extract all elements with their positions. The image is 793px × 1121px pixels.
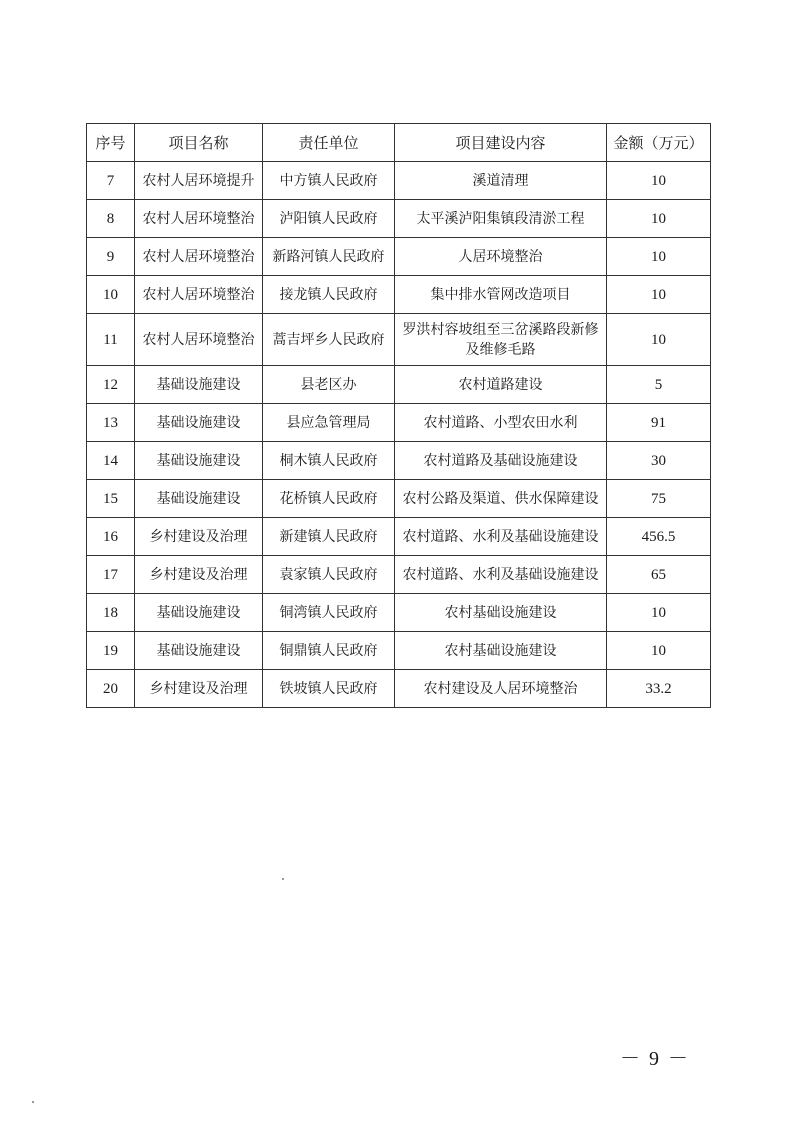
cell-construction-content: 罗洪村容坡组至三岔溪路段新修及维修毛路 <box>395 314 607 366</box>
table-row <box>87 276 711 314</box>
cell-project-name: 基础设施建设 <box>135 404 263 442</box>
cell-seq: 13 <box>87 404 135 442</box>
cell-amount: 91 <box>607 404 711 442</box>
cell-seq: 18 <box>87 594 135 632</box>
cell-project-name: 农村人居环境整治 <box>135 314 263 366</box>
cell-project-name: 农村人居环境整治 <box>135 238 263 276</box>
cell-construction-content: 农村道路及基础设施建设 <box>395 442 607 480</box>
cell-construction-content: 农村公路及渠道、供水保障建设 <box>395 480 607 518</box>
table-row <box>87 594 711 632</box>
cell-responsible-unit: 袁家镇人民政府 <box>263 556 395 594</box>
cell-amount: 10 <box>607 276 711 314</box>
table-row <box>87 632 711 670</box>
cell-responsible-unit: 铁坡镇人民政府 <box>263 670 395 708</box>
cell-project-name: 乡村建设及治理 <box>135 518 263 556</box>
cell-amount: 75 <box>607 480 711 518</box>
cell-responsible-unit: 泸阳镇人民政府 <box>263 200 395 238</box>
cell-construction-content: 农村建设及人居环境整治 <box>395 670 607 708</box>
header-seq: 序号 <box>87 124 135 162</box>
cell-project-name: 基础设施建设 <box>135 480 263 518</box>
cell-amount: 10 <box>607 632 711 670</box>
cell-responsible-unit: 铜鼎镇人民政府 <box>263 632 395 670</box>
cell-project-name: 基础设施建设 <box>135 632 263 670</box>
cell-construction-content: 人居环境整治 <box>395 238 607 276</box>
cell-project-name: 基础设施建设 <box>135 366 263 404</box>
table-row <box>87 480 711 518</box>
table-body <box>87 162 711 708</box>
cell-amount: 30 <box>607 442 711 480</box>
cell-amount: 33.2 <box>607 670 711 708</box>
project-table <box>86 123 711 708</box>
table-header-row <box>87 124 711 162</box>
table-row <box>87 200 711 238</box>
cell-project-name: 农村人居环境整治 <box>135 276 263 314</box>
cell-amount: 10 <box>607 594 711 632</box>
table-row <box>87 442 711 480</box>
cell-construction-content: 溪道清理 <box>395 162 607 200</box>
cell-amount: 10 <box>607 238 711 276</box>
cell-responsible-unit: 县应急管理局 <box>263 404 395 442</box>
cell-seq: 20 <box>87 670 135 708</box>
cell-construction-content: 集中排水管网改造项目 <box>395 276 607 314</box>
table-row <box>87 670 711 708</box>
cell-responsible-unit: 花桥镇人民政府 <box>263 480 395 518</box>
header-construction-content: 项目建设内容 <box>395 124 607 162</box>
scan-speck <box>282 878 284 880</box>
table-row <box>87 518 711 556</box>
cell-responsible-unit: 铜湾镇人民政府 <box>263 594 395 632</box>
cell-construction-content: 农村基础设施建设 <box>395 594 607 632</box>
cell-seq: 11 <box>87 314 135 366</box>
cell-seq: 17 <box>87 556 135 594</box>
cell-seq: 7 <box>87 162 135 200</box>
cell-seq: 16 <box>87 518 135 556</box>
cell-responsible-unit: 县老区办 <box>263 366 395 404</box>
cell-amount: 65 <box>607 556 711 594</box>
cell-project-name: 农村人居环境提升 <box>135 162 263 200</box>
cell-seq: 15 <box>87 480 135 518</box>
header-project-name: 项目名称 <box>135 124 263 162</box>
cell-seq: 8 <box>87 200 135 238</box>
cell-amount: 5 <box>607 366 711 404</box>
cell-seq: 19 <box>87 632 135 670</box>
cell-project-name: 农村人居环境整治 <box>135 200 263 238</box>
cell-construction-content: 农村道路、小型农田水利 <box>395 404 607 442</box>
cell-amount: 10 <box>607 314 711 366</box>
cell-amount: 10 <box>607 200 711 238</box>
cell-seq: 12 <box>87 366 135 404</box>
table-row <box>87 314 711 366</box>
cell-construction-content: 农村道路建设 <box>395 366 607 404</box>
cell-responsible-unit: 蒿吉坪乡人民政府 <box>263 314 395 366</box>
table-row <box>87 556 711 594</box>
page-number: － 9 － <box>620 1048 690 1070</box>
table-row <box>87 238 711 276</box>
cell-construction-content: 农村基础设施建设 <box>395 632 607 670</box>
cell-project-name: 基础设施建设 <box>135 442 263 480</box>
cell-construction-content: 农村道路、水利及基础设施建设 <box>395 556 607 594</box>
header-responsible-unit: 责任单位 <box>263 124 395 162</box>
cell-seq: 9 <box>87 238 135 276</box>
cell-amount: 456.5 <box>607 518 711 556</box>
cell-responsible-unit: 桐木镇人民政府 <box>263 442 395 480</box>
cell-responsible-unit: 新建镇人民政府 <box>263 518 395 556</box>
scan-speck <box>32 1101 34 1103</box>
cell-amount: 10 <box>607 162 711 200</box>
cell-construction-content: 农村道路、水利及基础设施建设 <box>395 518 607 556</box>
cell-project-name: 乡村建设及治理 <box>135 670 263 708</box>
cell-construction-content: 太平溪泸阳集镇段清淤工程 <box>395 200 607 238</box>
table-row <box>87 162 711 200</box>
cell-responsible-unit: 新路河镇人民政府 <box>263 238 395 276</box>
cell-responsible-unit: 中方镇人民政府 <box>263 162 395 200</box>
cell-responsible-unit: 接龙镇人民政府 <box>263 276 395 314</box>
cell-project-name: 基础设施建设 <box>135 594 263 632</box>
cell-seq: 14 <box>87 442 135 480</box>
table-row <box>87 366 711 404</box>
header-amount: 金额（万元） <box>607 124 711 162</box>
table-row <box>87 404 711 442</box>
cell-project-name: 乡村建设及治理 <box>135 556 263 594</box>
cell-seq: 10 <box>87 276 135 314</box>
